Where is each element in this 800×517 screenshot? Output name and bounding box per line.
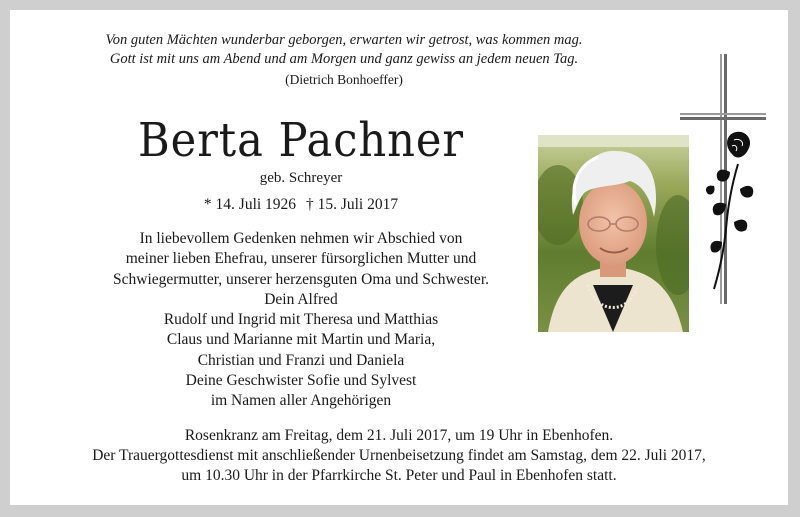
mourning-line: Christian und Franzi und Daniela bbox=[197, 351, 405, 369]
service-information bbox=[10, 426, 788, 486]
quote-line-2: Gott ist mit uns am Abend und am Morgen und ganz gewiss an jedem neuen Tag. bbox=[109, 51, 579, 67]
obituary-card bbox=[10, 10, 788, 505]
bonhoeffer-quote bbox=[10, 31, 678, 89]
mourning-line: In liebevollem Gedenken nehmen wir Abschied von bbox=[139, 230, 463, 247]
service-line: Rosenkranz am Freitag, dem 21. Juli 2017, um 19 Uhr in Ebenhofen. bbox=[184, 427, 614, 444]
portrait-photo-icon bbox=[538, 135, 689, 332]
mourning-line: Rudolf und Ingrid mit Theresa und Matthias bbox=[163, 311, 439, 329]
service-line: Der Trauergottesdienst mit anschließender Urnenbeisetzung findet am Samstag, dem 22. Juli 2017, bbox=[92, 447, 706, 464]
quote-line-1: Von guten Mächten wunderbar geborgen, erwarten wir getrost, was kommen mag. bbox=[105, 32, 583, 48]
cross-with-rose-icon bbox=[680, 54, 766, 304]
life-dates bbox=[10, 195, 592, 215]
mourning-line: Claus und Marianne mit Martin und Maria, bbox=[166, 331, 436, 349]
birth-date: * 14. Juli 1926 bbox=[203, 196, 297, 213]
mourning-line: meiner lieben Ehefrau, unserer fürsorglichen Mutter und bbox=[125, 250, 477, 268]
death-date: † 15. Juli 2017 bbox=[305, 196, 399, 213]
mourning-line: im Namen aller Angehörigen bbox=[210, 392, 392, 410]
birth-name: geb. Schreyer bbox=[259, 170, 343, 186]
mourning-text bbox=[10, 229, 592, 412]
quote-author: (Dietrich Bonhoeffer) bbox=[285, 72, 403, 87]
service-line: um 10.30 Uhr in der Pfarrkirche St. Peter und Paul in Ebenhofen statt. bbox=[181, 467, 617, 484]
mourning-line: Schwiegermutter, unserer herzensguten Oma und Schwester. bbox=[113, 270, 489, 288]
mourning-line: Deine Geschwister Sofie und Sylvest bbox=[185, 372, 417, 390]
deceased-name: Berta Pachner bbox=[137, 113, 464, 168]
mourning-line: Dein Alfred bbox=[264, 290, 338, 308]
